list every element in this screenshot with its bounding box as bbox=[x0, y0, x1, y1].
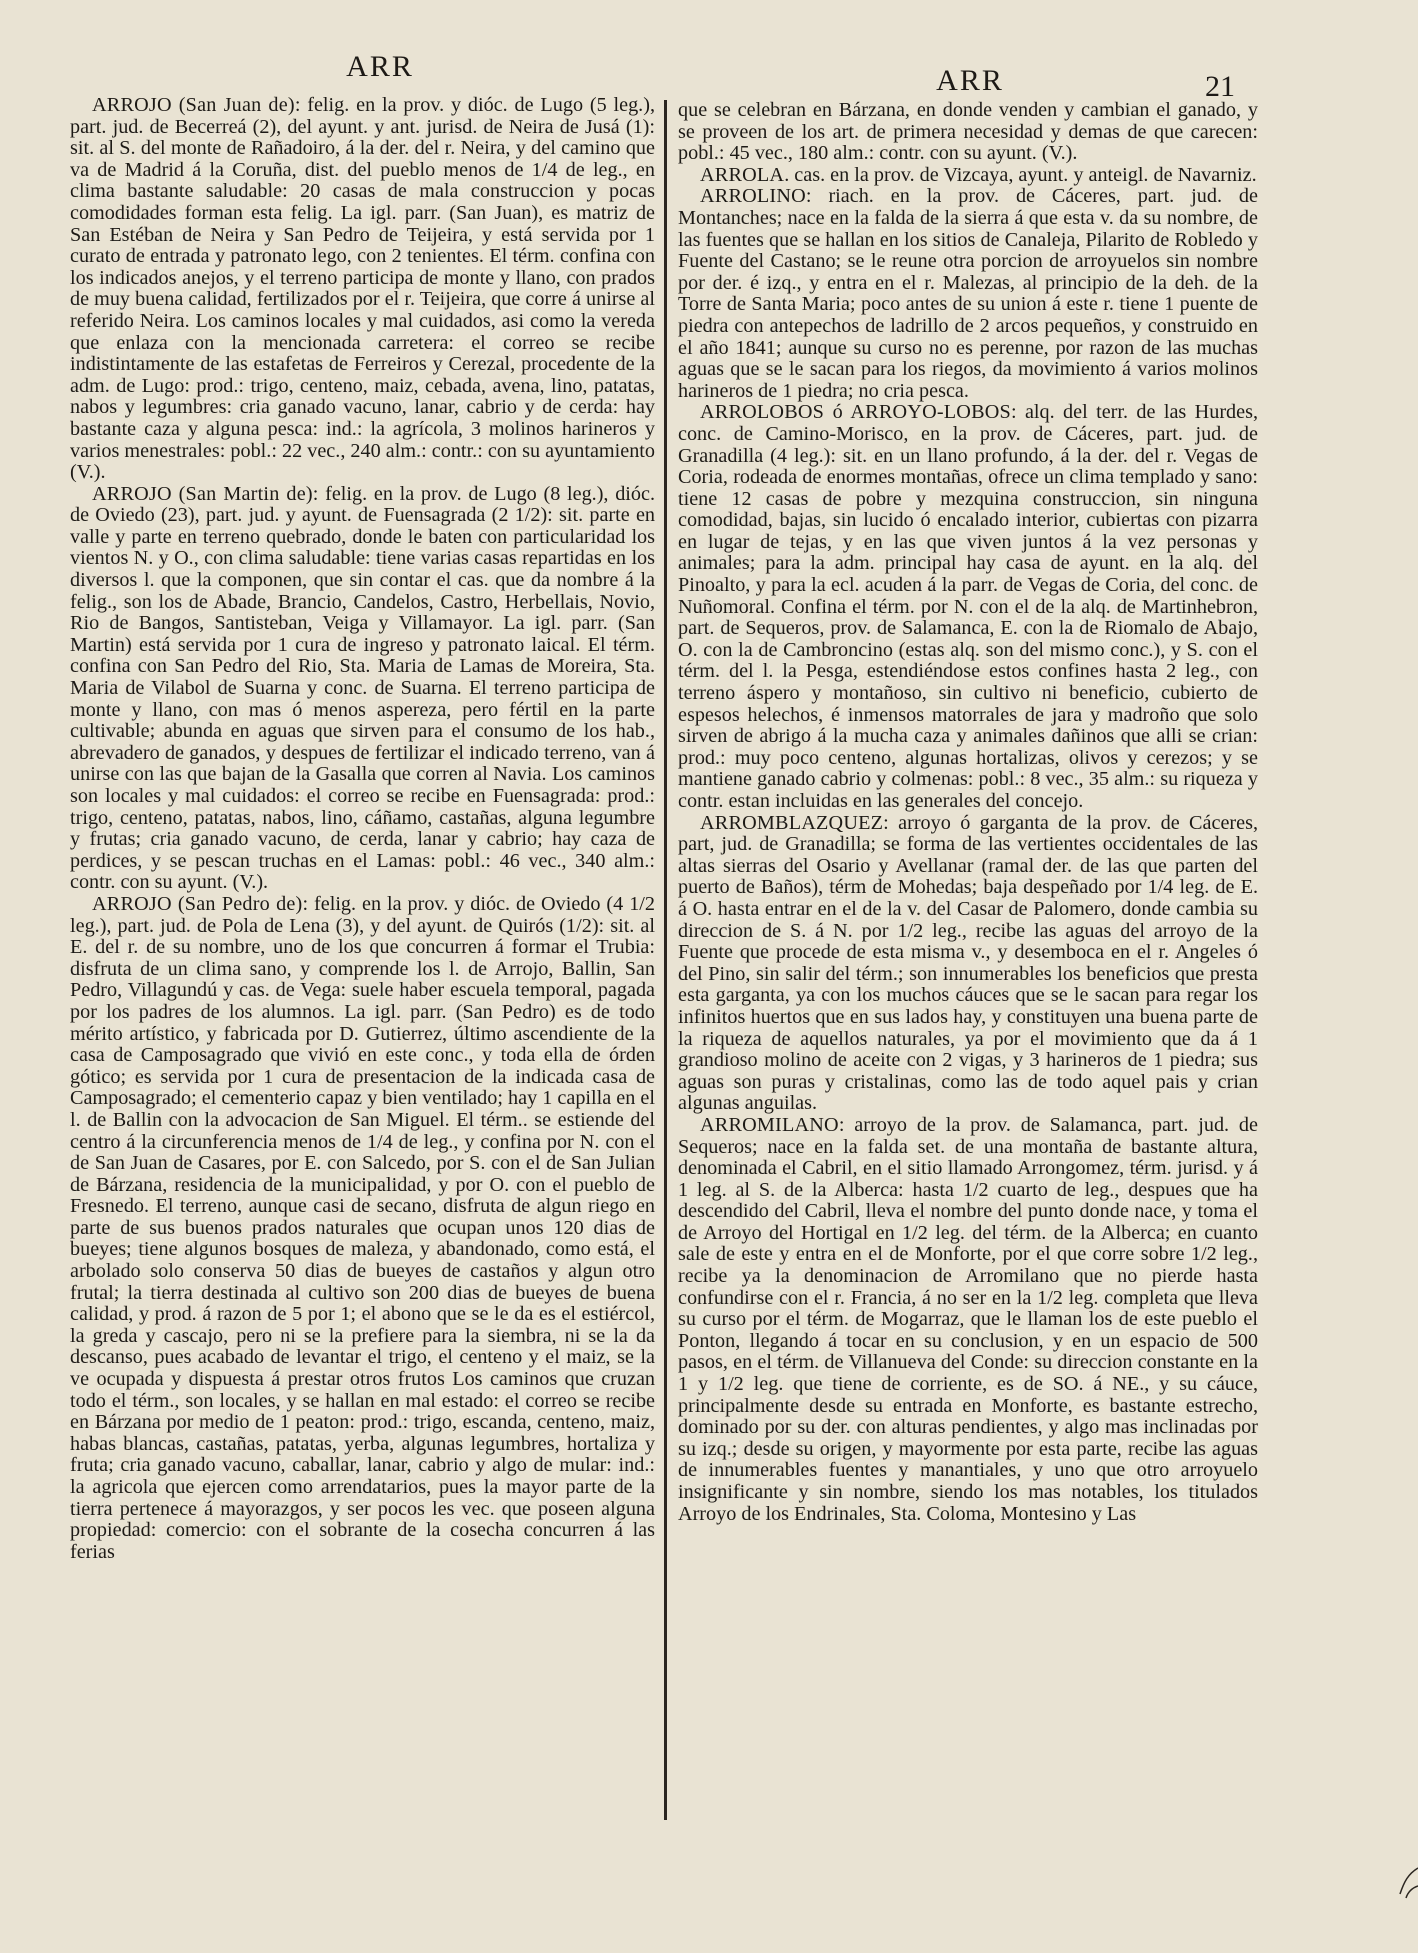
entry-text: que se celebran en Bárzana, en donde venden y cambian el ganado, y se proveen de los art. de primera necesidad y demas de que carecen: pobl.: 45 vec., 180 alm.: contr. con su ayunt. (V.). bbox=[678, 99, 1258, 165]
left-column bbox=[70, 95, 655, 1563]
running-head-left: ARR bbox=[346, 50, 414, 83]
running-head-right: ARR bbox=[936, 64, 1004, 97]
page-corner-mark bbox=[1398, 1860, 1418, 1900]
entry-headword: ARROLOBOS ó ARROYO-LOBOS bbox=[700, 401, 1011, 424]
entry-arromilano bbox=[678, 1115, 1258, 1525]
entry-arrolobos bbox=[678, 402, 1258, 812]
entry-text: : felig. en la prov. y dióc. de Oviedo (4 1/2 leg.), part. jud. de Pola de Lena (3), y del ayunt. de Quirós (1/2): sit. al E. del r. de su nombre, uno de los que concurren á formar el Trubia: disfruta de un clima sano, y comprende los l. de Arrojo, Ballin, San Pedro, Villagundú y cas. de Vega: suele haber escuela temporal, pagada por los padres de los alumnos. La igl. parr. (San Pedro) es de todo mérito artístico, y fabricada por D. Gutierrez, último ascendiente de la casa de Camposagrado que vivió en este conc., y toda ella de órden gótico; es servida por 1 cura de presentacion de la indicada casa de Camposagrado; el cementerio capaz y bien ventilado; hay 1 capilla en el l. de Ballin con la advocacion de San Miguel. El térm.. se estiende del centro á la circunferencia menos de 1/4 de leg., y confina por N. con el de San Juan de Casares, por E. con Salcedo, por S. con el de San Julian de Bárzana, residencia de la municipalidad, y por O. con el pueblo de Fresnedo. El terreno, aunque casi de secano, disfruta de algun riego en parte de sus buenos prados naturales que ocupan unos 120 dias de bueyes; tiene algunos bosques de maleza, y abandonado, como está, el arbolado solo conserva 50 dias de bueyes de castaños y algun otro frutal; la tierra destinada al cultivo son 200 dias de bueyes de buena calidad, y prod. á razon de 5 por 1; el abono que se le da es el estiércol, la greda y cascajo, pero ni se la prefiere para la siembra, ni se la da descanso, pues acabado de levantar el trigo, el centeno y el maiz, se la ve ocupada y dispuesta á prestar otros frutos Los caminos que cruzan todo el térm., son locales, y se hallan en mal estado: el correo se recibe en Bárzana por medio de 1 peaton: prod.: trigo, escanda, centeno, maiz, habas blancas, castañas, patatas, yerba, algunas legumbres, hortaliza y fruta; cria ganado vacuno, caballar, lanar, cabrio y algo de mular: ind.: la agricola que ejercen como arrendatarios, pues la mayor parte de la tierra pertenece á mayorazgos, y ser pocos les vec. que poseen alguna propiedad: comercio: con el sobrante de la cosecha concurren á las ferias bbox=[70, 892, 655, 1563]
entry-arrojo-san-pedro bbox=[70, 894, 655, 1563]
entry-headword: ARROLINO bbox=[700, 185, 806, 208]
entry-text: . cas. en la prov. de Vizcaya, ayunt. y anteigl. de Navarniz. bbox=[784, 163, 1257, 186]
entry-arrojo-san-martin bbox=[70, 484, 655, 894]
entry-headword: ARROMILANO bbox=[700, 1113, 839, 1136]
entry-headword: ARROJO (San Pedro de) bbox=[92, 892, 303, 915]
right-column bbox=[678, 100, 1258, 1525]
entry-continuation bbox=[678, 100, 1258, 165]
entry-text: : riach. en la prov. de Cáceres, part. jud. de Montanches; nace en la falda de la sierra á que esta v. da su nombre, de las fuentes que se hallan en los sitios de Canaleja, Pilarito de Robledo y Fuente del Castano; se le reune otra porcion de arroyuelos sin nombre por der. é izq., y entra en el r. Malezas, al principio de la deh. de la Torre de Santa Maria; poco antes de su union á este r. tiene 1 puente de piedra con antepechos de ladrillo de 2 arcos pequeños, y construido en el año 1841; aunque su curso no es perenne, por razon de las muchas aguas que se le sacan para los riegos, da movimiento á varios molinos harineros de 1 piedra; no cria pesca. bbox=[678, 185, 1258, 402]
entry-text: : arroyo de la prov. de Salamanca, part. jud. de Sequeros; nace en la falda set. de una montaña de bastante altura, denominada el Cabril, en el sitio llamado Arrongomez, térm. jurisd. y á 1 leg. al S. de la Alberca: hasta 1/2 cuarto de leg., despues que ha descendido del Cabril, lleva el nombre del punto donde nace, y toma el de Arroyo del Hortigal en 1/2 leg. del térm. de la Alberca; en cuanto sale de este y entra en el de Monforte, por el que corre sobre 1/2 leg., recibe ya la denominacion de Arromilano que no pierde hasta confundirse con el r. Francia, á no ser en la 1/2 leg. completa que lleva su curso por el térm. de Mogarraz, que le llaman los de este pueblo el Ponton, llegando á tocar en su conclusion, y en un espacio de 500 pasos, en el térm. de Villanueva del Conde: su direccion constante en la 1 y 1/2 leg. que tiene de corriente, es de SO. á NE., y su cáuce, principalmente desde su entrada en Monforte, es bastante estrecho, dominado por su der. con alturas pendientes, y algo mas inclinadas por su izq.; desde su origen, y mayormente por esta parte, recibe las aguas de innumerables fuentes y manantiales, y uno que otro arroyuelo insignificante y sin nombre, siendo los mas notables, los titulados Arroyo de los Endrinales, Sta. Coloma, Montesino y Las bbox=[678, 1113, 1258, 1525]
entry-arromblazquez bbox=[678, 813, 1258, 1115]
entry-arrolino bbox=[678, 186, 1258, 402]
entry-text: : arroyo ó garganta de la prov. de Cáceres, part, jud. de Granadilla; se forma de las vertientes occidentales de las altas sierras del Osario y Avellanar (ramal der. de las que parten del puerto de Baños), térm de Mohedas; baja despeñado por 1/4 leg. de E. á O. hasta entrar en el de la v. del Casar de Palomero, donde cambia su direccion de S. á N. por 1/2 leg., recibe las aguas del arroyo de la Fuente que procede de esta misma v., y desemboca en el r. Angeles ó del Pino, sin salir del térm.; son innumerables los beneficios que presta esta garganta, ya con los muchos cáuces que se le sacan para regar los infinitos huertos que en sus lados hay, y constituyen una buena parte de la riqueza de aquellos naturales, ya por el movimiento que da á 1 grandioso molino de aceite con 2 vigas, y 3 harineros de 1 piedra; sus aguas son puras y cristalinas, como las de todo aquel pais y crian algunas anguilas. bbox=[678, 811, 1258, 1115]
entry-arrojo-san-juan bbox=[70, 95, 655, 484]
entry-headword: ARROJO (San Juan de) bbox=[92, 94, 295, 116]
column-divider bbox=[664, 100, 667, 1820]
entry-arrola bbox=[678, 165, 1258, 187]
entry-headword: ARROJO (San Martin de) bbox=[92, 482, 313, 505]
entry-text: : felig. en la prov. y dióc. de Lugo (5 leg.), part. jud. de Becerreá (2), del ayunt. y ant. jurisd. de Neira de Jusá (1): sit. al S. del monte de Rañadoiro, á la der. del r. Neira, y del camino que va de Madrid á la Coruña, dist. del pueblo menos de 1/4 de leg., en clima bastante saludable: 20 casas de mala construccion y pocas comodidades forman esta felig. La igl. parr. (San Juan), es matriz de San Estéban de Neira y San Pedro de Teijeira, y está servida por 1 curato de entrada y patronato lego, con 2 tenientes. El térm. confina con los indicados anejos, y el terreno participa de monte y llano, con prados de muy buena calidad, fertilizados por el r. Teijeira, que corre á unirse al referido Neira. Los caminos locales y mal cuidados, asi como la vereda que enlaza con la mencionada carretera: el correo se recibe indistintamente de las estafetas de Ferreiros y Cerezal, procedente de la adm. de Lugo: prod.: trigo, centeno, maiz, cebada, avena, lino, patatas, nabos y legumbres: cria ganado vacuno, lanar, cabrio y de cerda: hay bastante caza y alguna pesca: ind.: la agrícola, 3 molinos harineros y varios menestrales: pobl.: 22 vec., 240 alm.: contr.: con su ayuntamiento (V.). bbox=[70, 94, 656, 484]
entry-text: : alq. del terr. de las Hurdes, conc. de Camino-Morisco, en la prov. de Cáceres, part. jud. de Granadilla (4 leg.): sit. en un llano profundo, á la der. del r. Vegas de Coria, rodeada de enormes montañas, ofrece un clima templado y sano: tiene 12 casas de pobre y mezquina construccion, sin ninguna comodidad, bajas, sin lucido ó encalado interior, cubiertas con pizarra en lugar de tejas, y en las que viven juntos á la vez personas y animales; para la adm. principal hay casa de ayunt. en la alq. del Pinoalto, y para la ecl. acuden á la parr. de Vegas de Coria, del conc. de Nuñomoral. Confina el térm. por N. con el de la alq. de Martinhebron, part. de Sequeros, prov. de Salamanca, E. con la de Riomalo de Abajo, O. con la de Cambroncino (estas alq. son del mismo conc.), y S. con el térm. del l. la Pesga, estendiéndose estos confines hasta 2 leg., con terreno áspero y montañoso, sin cultivo ni beneficio, cubierto de espesos helechos, é inmensos matorrales de jara y madroño que solo sirven de abrigo á la mucha caza y animales dañinos que alli se crian: prod.: muy poco centeno, algunas hortalizas, olivos y cerezos; y se mantiene ganado cabrio y colmenas: pobl.: 8 vec., 35 alm.: su riqueza y contr. estan incluidas en las generales del concejo. bbox=[678, 401, 1259, 812]
entry-headword: ARROMBLAZQUEZ bbox=[700, 811, 884, 834]
entry-text: : felig. en la prov. de Lugo (8 leg.), dióc. de Oviedo (23), part. jud. y ayunt. de Fuensagrada (2 1/2): sit. parte en valle y parte en terreno quebrado, donde le baten con particularidad los vientos N. y O., con clima saludable: tiene varias casas repartidas en los diversos l. que la componen, que sin contar el cas. que da nombre á la felig., son los de Abade, Brancio, Candelos, Castro, Herbellais, Novio, Rio de Bangos, Santisteban, Veiga y Villamayor. La igl. parr. (San Martin) está servida por 1 cura de ingreso y patronato laical. El térm. confina con San Pedro del Rio, Sta. Maria de Lamas de Moreira, Sta. Maria de Vilabol de Suarna y conc. de Suarna. El terreno participa de monte y llano, con mas ó menos aspereza, pero fértil en la parte cultivable; abunda en aguas que sirven para el consumo de los hab., abrevadero de ganados, y despues de fertilizar el indicado terreno, van á unirse con las que bajan de la Gasalla que corren al Navia. Los caminos son locales y mal cuidados: el correo se recibe en Fuensagrada: prod.: trigo, centeno, patatas, nabos, lino, cáñamo, castañas, alguna legumbre y frutas; cria ganado vacuno, de cerda, lanar y cabrio; hay caza de perdices, y se pescan truchas en el Lamas: pobl.: 46 vec., 340 alm.: contr. con su ayunt. (V.). bbox=[70, 482, 655, 894]
entry-headword: ARROLA bbox=[700, 163, 785, 186]
page-number: 21 bbox=[1205, 70, 1235, 103]
